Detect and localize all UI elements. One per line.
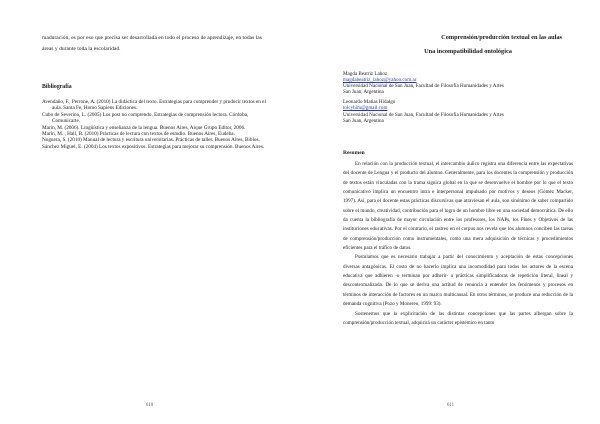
bibliography-entry: Avendaño, F., Perrone, A. (2010) La didáctica del texto. Estrategias para comprender y producir textos en el aula. Santa Fe, Homo Sapiens Ediciones. [42,99,266,112]
author-name: Leonardo Matias Hidalgo [343,99,396,106]
bibliography-entry: Sánchez Miguel, E. (2004) Los textos expositivos. Estrategias para mejorar su comprensión. Buenos Aires. [42,143,265,150]
bibliography-title: Bibliografía [42,84,72,90]
abstract-paragraph: Postulamos que es necesario trabajar a partir del conocimiento y aceptación de estas concepciones diversas antagónicas. El costo de no hacerlo implica una incomodidad para todos los actores de la escena educativa que adhieren -o terminan por adherir- a prácticas simplificadoras de repetición literal, lineal y descontextualizada. De lo que se deriva una actitud de renuncia a entender los fenómenos y procesos en términos de interacción de factores en un marco multicausal. En otros términos, se produce una reducción de la demanda cognitiva (Pozo y Monereo, 1999: 93). [343,254,573,308]
author-email-link[interactable]: magdabeatriz_lahoz@yahoo.com.ar [343,77,417,84]
paper-subtitle: Una incompatibilidad ontológica [424,48,512,55]
right-page [300,0,600,424]
bibliography-list [42,99,270,150]
abstract-paragraph: Sostenemos que la explicitación de las distintas concepciones que las partes albergan sobre la comprensión/producción textual, adquirirá un carácter epistémico en tanto [343,310,573,326]
paper-title: Comprensión/producción textual en las aulas [441,34,562,41]
abstract-body [343,160,573,328]
author-location: San Juan, Argentina [343,89,384,96]
intro-paragraph: maduración, es por eso que precisa ser desarrollada en todo el proceso de aprendizaje, en todas las áreas y durante toda la escolaridad. [42,35,262,52]
abstract-heading: Resumen [343,150,365,156]
bibliography-entry: Marín, M. (2006). Lingüística y enseñanza de la lengua. Buenos Aires, Aique Grupo Editor, 2006. [42,124,246,131]
author-name: Magda Beatriz Lahoz [343,71,388,77]
bibliography-entry: Marín, M. , Hall, B. (2010) Prácticas de lectura con textos de estudio. Buenos Aires, Eudeba. [42,131,235,138]
abstract-paragraph: En relación con la producción textual, el intercambio áulico registra una diferencia entre las expectativas del docente de Lengua y el producto del alumno. Generalmente, para los docentes la comprensión y producción de textos están vinculadas con la trama sígnica global en la que se desenvuelve el hombre por lo que el texto comunicativo implica un encuentro intra e interpersonal impulsado por motivos y deseos (Gómez Macker, 1997). Así, para el docente estas prácticas discursivas que atraviesan el aula, son sinónimo de saber compartido sobre el mundo, creatividad, contribución para el logro de un hombre libre en una sociedad democrática. De ello da cuenta la bibliografía de mayor circulación entre los profesores, los NAPs, los Fines y Objetivos de las instituciones educativas. Por el contrario, el rastreo en el corpus nos revela que los alumnos conciben las tareas de comprensión/producción como instrumentales, como una mera adquisición de técnicas y procedimientos eficientes para el tráfico de datos. [343,161,573,252]
bibliography-entry: Cubo de Severino, L. (2005) Los post no comprendo. Estrategias de comprensión lectora. Córdoba, Comunicarte. [42,111,249,125]
author-email-link[interactable]: tolcyhim@gmail.com [343,105,388,112]
author-affiliation: Universidad Nacional de San Juan, Facultad de Filosofía Humanidades y Artes [343,111,504,118]
page-number-left: 610 [146,403,154,408]
bibliography-entry: Noguera, S. (2010) Manual de lectura y escritura universitarias. Prácticas de taller. Buenos Aires, Biblos. [42,137,260,144]
author-affiliation: Universidad Nacional de San Juan, Facultad de Filosofía Humanidades y Artes [343,83,504,90]
author-block [343,71,573,124]
author-location: San Juan, Argentina [343,117,384,124]
page-number-right: 611 [447,403,455,408]
